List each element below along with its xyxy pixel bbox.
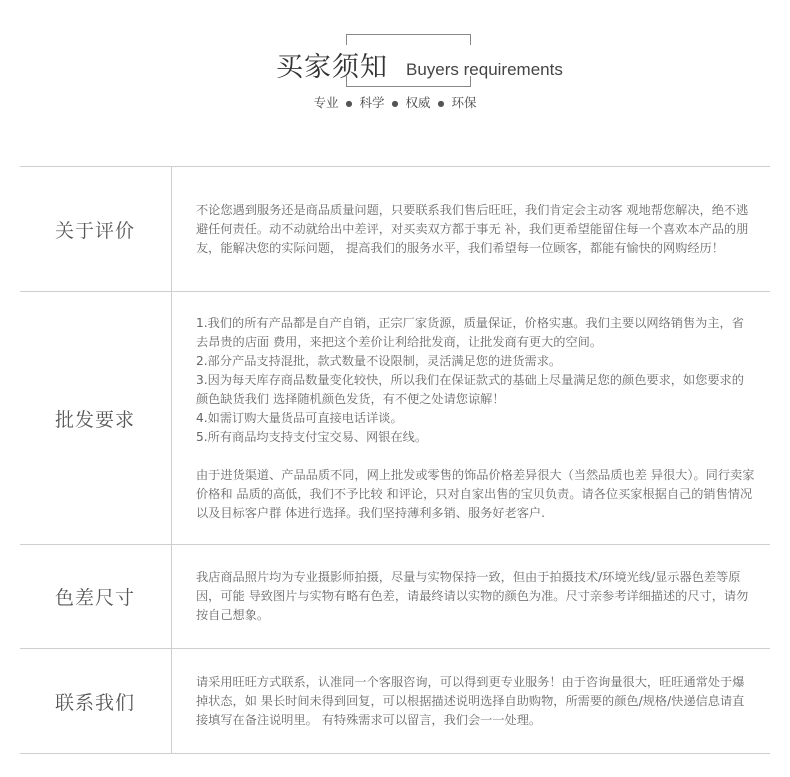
section-evaluation xyxy=(20,166,770,291)
column-divider xyxy=(171,167,172,291)
section-color-size xyxy=(20,544,770,648)
header xyxy=(0,0,790,165)
tag-item: 环保 xyxy=(451,95,477,110)
section-label: 关于评价 xyxy=(54,219,135,242)
column-divider xyxy=(171,545,172,648)
paragraph-gap xyxy=(196,447,756,466)
tag-item: 专业 xyxy=(313,95,339,110)
section-paragraph: 4.如需订购大量货品可直接电话详谈。 xyxy=(196,410,403,425)
section-content xyxy=(196,292,756,544)
page-title-english: Buyers requirements xyxy=(406,60,563,79)
section-paragraph: 5.所有商品均支持支付宝交易、网银在线。 xyxy=(196,429,428,444)
section-label: 联系我们 xyxy=(54,691,135,714)
section-paragraph: 由于进货渠道、产品品质不同，网上批发或零售的饰品价格差异很大（当然品质也差 异很大）。同行卖家价格和 品质的高低，我们不予比较 和评论，只对自家出售的宝贝负责。请各位买家根据自己的销售情况以及目标客户群 体进行选择。我们坚持薄利多销、服务好老客户. xyxy=(196,467,755,520)
section-paragraph: 不论您遇到服务还是商品质量问题，只要联系我们售后旺旺，我们肯定会主动客 观地帮您解决，绝不逃避任何责任。动不动就给出中差评，对买卖双方都于事无 补，我们更希望能留住每一个喜欢本产品的朋友，能解决您的实际问题， 提高我们的服务水平，我们希望每一位顾客，都能有愉快的网购经历！ xyxy=(196,202,749,255)
section-label: 色差尺寸 xyxy=(54,587,135,609)
title-frame-top xyxy=(346,34,471,45)
section-content xyxy=(196,649,756,753)
section-label: 批发要求 xyxy=(54,408,135,431)
column-divider xyxy=(171,292,172,544)
section-contact xyxy=(20,648,770,754)
section-paragraph: 3.因为每天库存商品数量变化较快，所以我们在保证款式的基础上尽量满足您的颜色要求，如您要求的颜色缺货我们 选择随机颜色发货，有不便之处请您谅解！ xyxy=(196,372,744,406)
dot-separator-icon: ● xyxy=(345,98,353,108)
section-paragraph: 请采用旺旺方式联系，认准同一个客服咨询，可以得到更专业服务！由于咨询量很大，旺旺通常处于爆掉状态，如 果长时间未得到回复，可以根据描述说明选择自助购物，所需要的颜色/规格/快递信息请直接填写在备注说明里。 有特殊需求可以留言，我们会一一处理。 xyxy=(196,674,745,727)
tag-item: 科学 xyxy=(359,95,385,110)
column-divider xyxy=(171,649,172,753)
section-paragraph: 2.部分产品支持混批，款式数量不设限制，灵活满足您的进货需求。 xyxy=(196,353,562,368)
section-content xyxy=(196,167,756,291)
tag-item: 权威 xyxy=(405,95,431,110)
page-title: 买家须知 xyxy=(276,52,388,83)
section-wholesale xyxy=(20,291,770,544)
tagline xyxy=(0,94,790,113)
dot-separator-icon: ● xyxy=(437,98,445,108)
section-content xyxy=(196,545,756,648)
section-paragraph: 我店商品照片均为专业摄影师拍摄，尽量与实物保持一致，但由于拍摄技术/环境光线/显示器色差等原因，可能 导致图片与实物有略有色差，请最终请以实物的颜色为准。尺寸亲参考详细描述的尺寸，请勿按自己想象。 xyxy=(196,570,749,622)
dot-separator-icon: ● xyxy=(391,98,399,108)
section-paragraph: 1.我们的所有产品都是自产自销，正宗厂家货源，质量保证，价格实惠。我们主要以网络销售为主，省去昂贵的店面 费用，来把这个差价让利给批发商，让批发商有更大的空间。 xyxy=(196,315,744,349)
